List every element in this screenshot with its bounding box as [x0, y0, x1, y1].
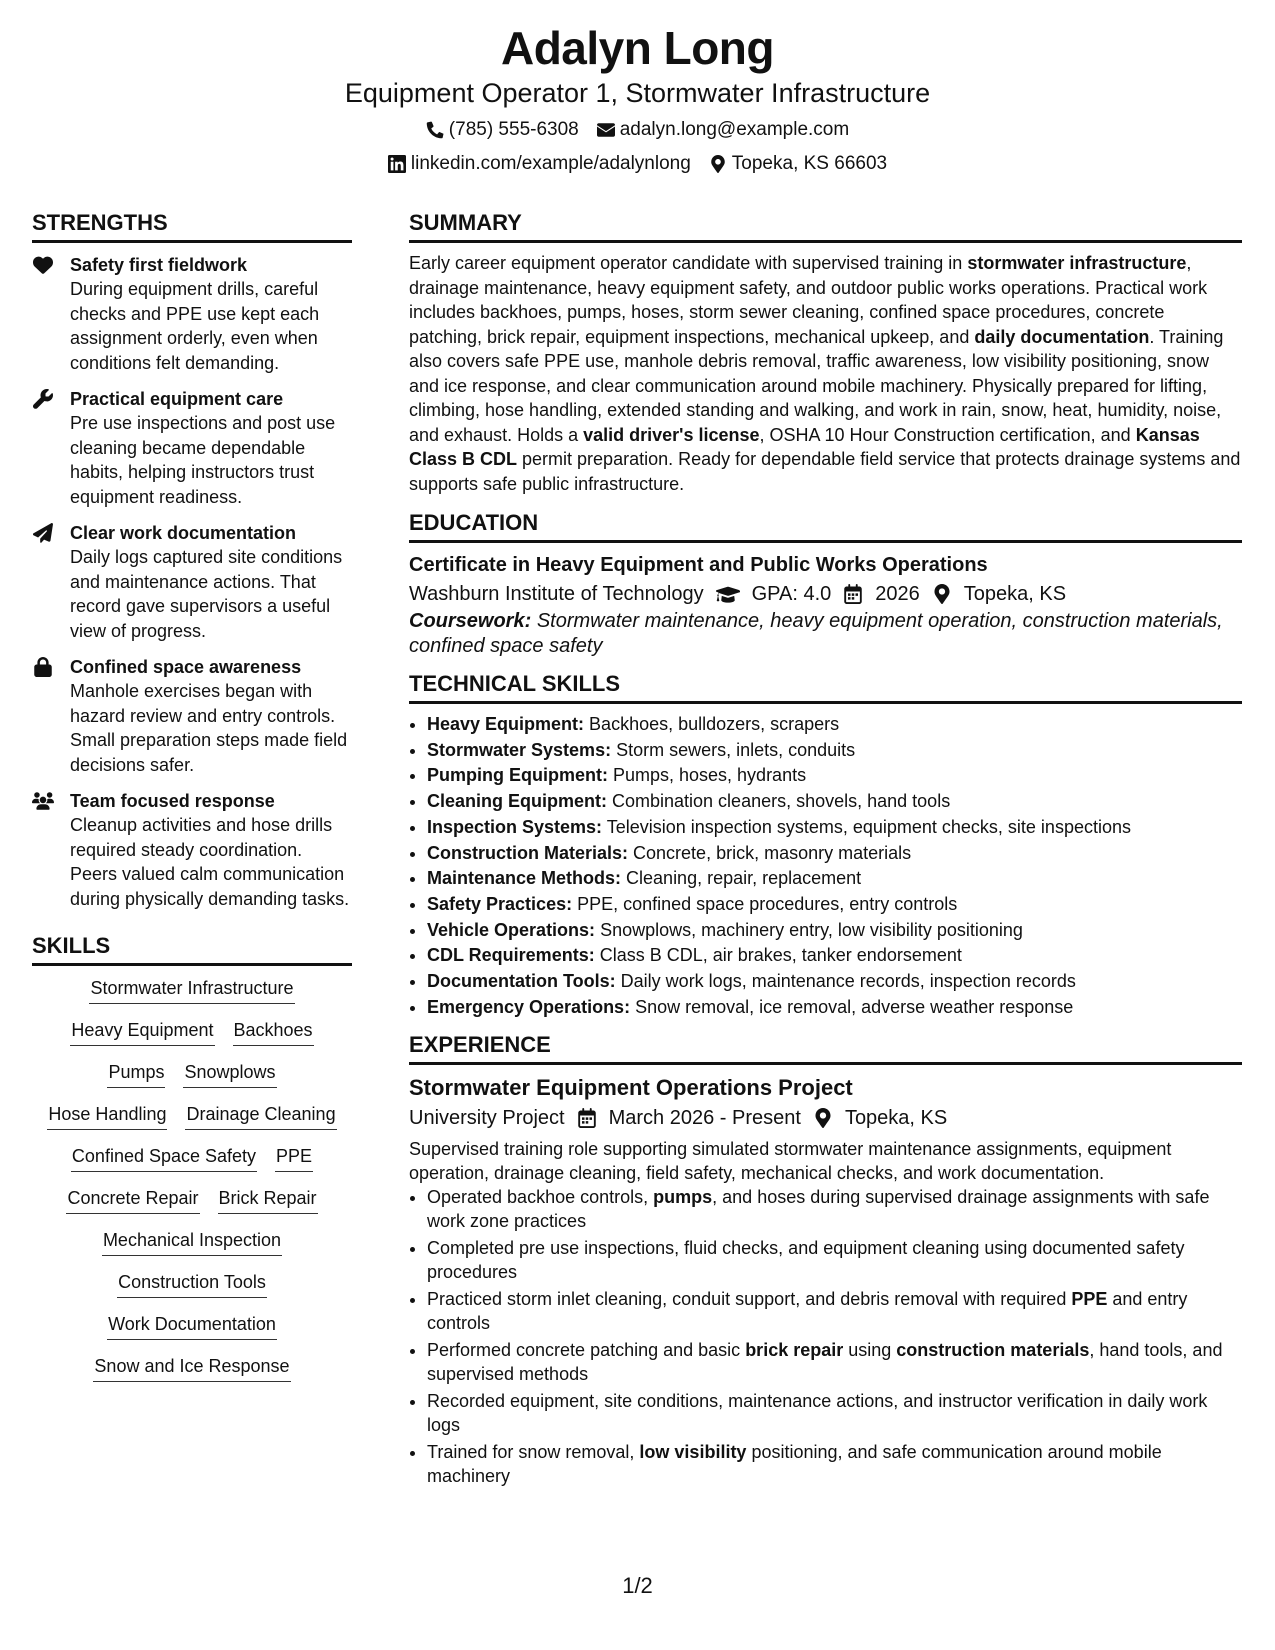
text-segment: , hand tools, and supervised methods [427, 1340, 1223, 1385]
emphasis-text: Kansas Class B CDL [409, 424, 1200, 469]
location-text: Topeka, KS 66603 [731, 153, 888, 174]
skill-tag: Heavy Equipment [70, 1018, 214, 1046]
education-meta [409, 579, 1242, 609]
text-segment: positioning, and safe communication around mobile machinery [427, 1442, 1162, 1487]
technical-skill-label: CDL Requirements: [427, 945, 595, 966]
strength-description: Cleanup activities and hose drills required steady coordination. Peers valued calm communication during physically demanding tasks. [70, 815, 350, 909]
skill-tag: Stormwater Infrastructure [89, 976, 294, 1004]
skill-tag: Snow and Ice Response [93, 1354, 290, 1382]
technical-skill-item [427, 841, 1242, 867]
experience-dates: March 2026 - Present [608, 1107, 801, 1130]
skill-row [32, 1270, 352, 1298]
technical-skills-list [409, 712, 1242, 1020]
experience-bullet [427, 1287, 1242, 1335]
education-year: 2026 [875, 583, 920, 605]
emphasis-text: brick repair [745, 1340, 844, 1361]
experience-bullet [427, 1236, 1242, 1284]
paper-plane-icon [32, 523, 54, 545]
strength-item [32, 789, 352, 911]
text-segment: and entry controls [427, 1289, 1188, 1334]
strength-title: Team focused response [70, 791, 275, 811]
technical-skill-value: Class B CDL, air brakes, tanker endorsement [594, 945, 962, 966]
emphasis-text: PPE [1071, 1289, 1108, 1310]
left-column [32, 208, 352, 1396]
text-segment: Completed pre use inspections, fluid checks, and equipment cleaning using documented safety procedures [427, 1238, 1185, 1283]
strength-description: Pre use inspections and post use cleaning became dependable habits, helping instructors trust equipment readiness. [70, 413, 336, 507]
strength-description: Daily logs captured site conditions and maintenance actions. That record gave supervisors a useful view of progress. [70, 547, 343, 641]
technical-skill-value: Snow removal, ice removal, adverse weather response [630, 996, 1074, 1017]
technical-skill-label: Documentation Tools: [427, 971, 616, 992]
technical-skill-label: Pumping Equipment: [427, 765, 608, 786]
experience-bullet [427, 1338, 1242, 1386]
skill-tag: Brick Repair [218, 1186, 318, 1214]
technical-skill-value: Concrete, brick, masonry materials [628, 842, 912, 863]
technical-skill-item [427, 815, 1242, 841]
emphasis-text: low visibility [639, 1442, 747, 1463]
technical-skill-label: Inspection Systems: [427, 816, 603, 837]
graduation-cap-icon [716, 584, 740, 604]
education-school: Washburn Institute of Technology [409, 583, 704, 605]
lock-icon [32, 657, 54, 679]
skill-tag: Pumps [107, 1060, 165, 1088]
coursework-label: Coursework: [409, 610, 532, 632]
experience-bullet [427, 1389, 1242, 1437]
map-pin-icon [813, 1108, 833, 1128]
technical-skill-value: Storm sewers, inlets, conduits [611, 739, 856, 760]
email-text: adalyn.long@example.com [619, 119, 850, 140]
calendar-icon [577, 1108, 597, 1128]
emphasis-text: valid driver's license [583, 424, 760, 445]
text-segment: , drainage maintenance, heavy equipment safety, and outdoor public works operations. Practical work includes backhoes, pumps, hoses, storm sewer cleaning, confined space procedures, concrete patching, brick repair, equipment inspections, mechanical upkeep, and [409, 253, 1208, 347]
skill-row [32, 976, 352, 1004]
technical-skill-item [427, 712, 1242, 738]
experience-bullet [427, 1185, 1242, 1233]
text-segment: Operated backhoe controls, [427, 1187, 654, 1208]
experience-bullets [409, 1185, 1242, 1488]
skill-row [32, 1060, 352, 1088]
skills-list [32, 976, 352, 1382]
skills-heading: SKILLS [32, 931, 352, 966]
skill-row [32, 1228, 352, 1256]
experience-description: Supervised training role supporting simulated stormwater maintenance assignments, equipment operation, drainage cleaning, field safety, mechanical checks, and work documentation. [409, 1139, 1172, 1184]
experience-org: University Project [409, 1107, 565, 1130]
skill-row [32, 1102, 352, 1130]
page-number: 1/2 [622, 1573, 653, 1598]
experience-title: Stormwater Equipment Operations Project [409, 1075, 853, 1101]
skill-tag: PPE [275, 1144, 313, 1172]
technical-skill-label: Emergency Operations: [427, 996, 631, 1017]
strengths-heading: STRENGTHS [32, 208, 352, 243]
skill-row [32, 1018, 352, 1046]
text-segment: Trained for snow removal, [427, 1442, 640, 1463]
summary-text [409, 251, 1242, 496]
text-segment: , and hoses during supervised drainage assignments with safe work zone practices [427, 1187, 1210, 1232]
text-segment: Early career equipment operator candidate with supervised training in [409, 253, 968, 273]
skill-row [32, 1186, 352, 1214]
text-segment: using [843, 1340, 897, 1361]
technical-skill-item [427, 738, 1242, 764]
technical-skill-label: Stormwater Systems: [427, 739, 612, 760]
strength-title: Clear work documentation [70, 523, 297, 543]
experience-meta [409, 1103, 1242, 1133]
skill-row [32, 1354, 352, 1382]
technical-skill-label: Maintenance Methods: [427, 868, 622, 889]
education-degree: Certificate in Heavy Equipment and Public Works Operations [409, 554, 988, 576]
strength-description: During equipment drills, careful checks and PPE use kept each assignment orderly, even when conditions felt demanding. [70, 279, 320, 373]
linkedin-icon [388, 155, 406, 173]
technical-skill-item [427, 918, 1242, 944]
technical-skill-label: Safety Practices: [427, 893, 573, 914]
education-gpa: GPA: 4.0 [751, 583, 832, 605]
strength-title: Safety first fieldwork [70, 255, 248, 275]
technical-skill-label: Construction Materials: [427, 842, 629, 863]
skill-row [32, 1312, 352, 1340]
technical-skill-value: Combination cleaners, shovels, hand tools [607, 791, 951, 812]
text-segment: permit preparation. Ready for dependable field service that protects drainage systems and supports safe public infrastructure. [409, 449, 1241, 494]
technical-skill-value: Snowplows, machinery entry, low visibility positioning [595, 919, 1023, 940]
technical-skill-value: Pumps, hoses, hydrants [607, 765, 807, 786]
contact-location [709, 152, 887, 176]
coursework-text: Stormwater maintenance, heavy equipment operation, construction materials, confined space safety [409, 610, 1223, 657]
text-segment: . Training also covers safe PPE use, manhole debris removal, traffic awareness, low visibility positioning, snow and ice response, and clear communication around mobile machinery. Physically prepared for lifting, climbing, hose handling, extended standing and walking, and work in rain, snow, heat, humidity, noise, and exhaust. Holds a [409, 326, 1224, 445]
skill-tag: Mechanical Inspection [102, 1228, 282, 1256]
emphasis-text: pumps [653, 1187, 713, 1208]
phone-icon [426, 121, 444, 139]
technical-skill-value: Backhoes, bulldozers, scrapers [584, 714, 840, 734]
education-coursework [409, 609, 1242, 659]
contact-phone[interactable] [426, 118, 579, 142]
summary-heading: SUMMARY [409, 208, 1242, 243]
technical-skill-value: PPE, confined space procedures, entry controls [572, 893, 958, 914]
text-segment: Performed concrete patching and basic [427, 1340, 746, 1361]
technical-skill-item [427, 995, 1242, 1021]
technical-skill-label: Vehicle Operations: [427, 919, 596, 940]
strength-title: Confined space awareness [70, 657, 302, 677]
strength-description: Manhole exercises began with hazard review and entry controls. Small preparation steps made field decisions safer. [70, 681, 348, 775]
skill-tag: Work Documentation [107, 1312, 277, 1340]
right-column [409, 208, 1242, 1491]
skill-tag: Backhoes [233, 1018, 314, 1046]
technical-skill-value: Cleaning, repair, replacement [621, 868, 862, 889]
skill-tag: Confined Space Safety [71, 1144, 257, 1172]
experience-location: Topeka, KS [844, 1107, 948, 1130]
skill-tag: Snowplows [183, 1060, 276, 1088]
heart-icon [32, 255, 54, 277]
map-pin-icon [932, 584, 952, 604]
experience-heading: EXPERIENCE [409, 1030, 1242, 1065]
skill-tag: Construction Tools [117, 1270, 267, 1298]
envelope-icon [597, 121, 615, 139]
technical-skill-value: Daily work logs, maintenance records, inspection records [615, 971, 1076, 992]
contact-linkedin[interactable] [388, 152, 691, 176]
strength-item [32, 655, 352, 777]
experience-bullet [427, 1440, 1242, 1488]
text-segment: Recorded equipment, site conditions, maintenance actions, and instructor verification in daily work logs [427, 1391, 1208, 1436]
technical-skill-item [427, 789, 1242, 815]
resume-header [0, 22, 1275, 176]
skill-tag: Drainage Cleaning [185, 1102, 336, 1130]
technical-skill-value: Television inspection systems, equipment checks, site inspections [602, 816, 1131, 837]
skill-tag: Hose Handling [47, 1102, 167, 1130]
strengths-list [32, 253, 352, 911]
candidate-name: Adalyn Long [500, 22, 775, 74]
map-pin-icon [709, 155, 727, 173]
wrench-icon [32, 389, 54, 411]
strength-item [32, 387, 352, 509]
text-segment: , OSHA 10 Hour Construction certification, and [759, 424, 1136, 445]
text-segment: Practiced storm inlet cleaning, conduit support, and debris removal with required [427, 1289, 1072, 1310]
skill-row [32, 1144, 352, 1172]
emphasis-text: construction materials [896, 1340, 1090, 1361]
users-icon [32, 791, 54, 813]
contact-row-2 [0, 152, 1275, 176]
technical-skill-item [427, 763, 1242, 789]
emphasis-text: daily documentation [974, 326, 1150, 347]
technical-skill-item [427, 866, 1242, 892]
technical-skill-item [427, 943, 1242, 969]
candidate-title: Equipment Operator 1, Stormwater Infrastructure [344, 78, 931, 108]
phone-text: (785) 555-6308 [448, 119, 579, 140]
technical-skills-heading: TECHNICAL SKILLS [409, 669, 1242, 704]
strength-item [32, 521, 352, 643]
education-location: Topeka, KS [963, 583, 1067, 605]
contact-email[interactable] [597, 118, 849, 142]
technical-skill-label: Cleaning Equipment: [427, 791, 607, 812]
calendar-icon [843, 584, 863, 604]
emphasis-text: stormwater infrastructure [967, 253, 1187, 273]
strength-title: Practical equipment care [70, 389, 284, 409]
education-heading: EDUCATION [409, 508, 1242, 543]
technical-skill-item [427, 969, 1242, 995]
linkedin-text: linkedin.com/example/adalynlong [410, 153, 691, 174]
technical-skill-label: Heavy Equipment: [427, 714, 585, 734]
skill-tag: Concrete Repair [66, 1186, 199, 1214]
strength-item [32, 253, 352, 375]
contact-row-1 [0, 118, 1275, 142]
technical-skill-item [427, 892, 1242, 918]
